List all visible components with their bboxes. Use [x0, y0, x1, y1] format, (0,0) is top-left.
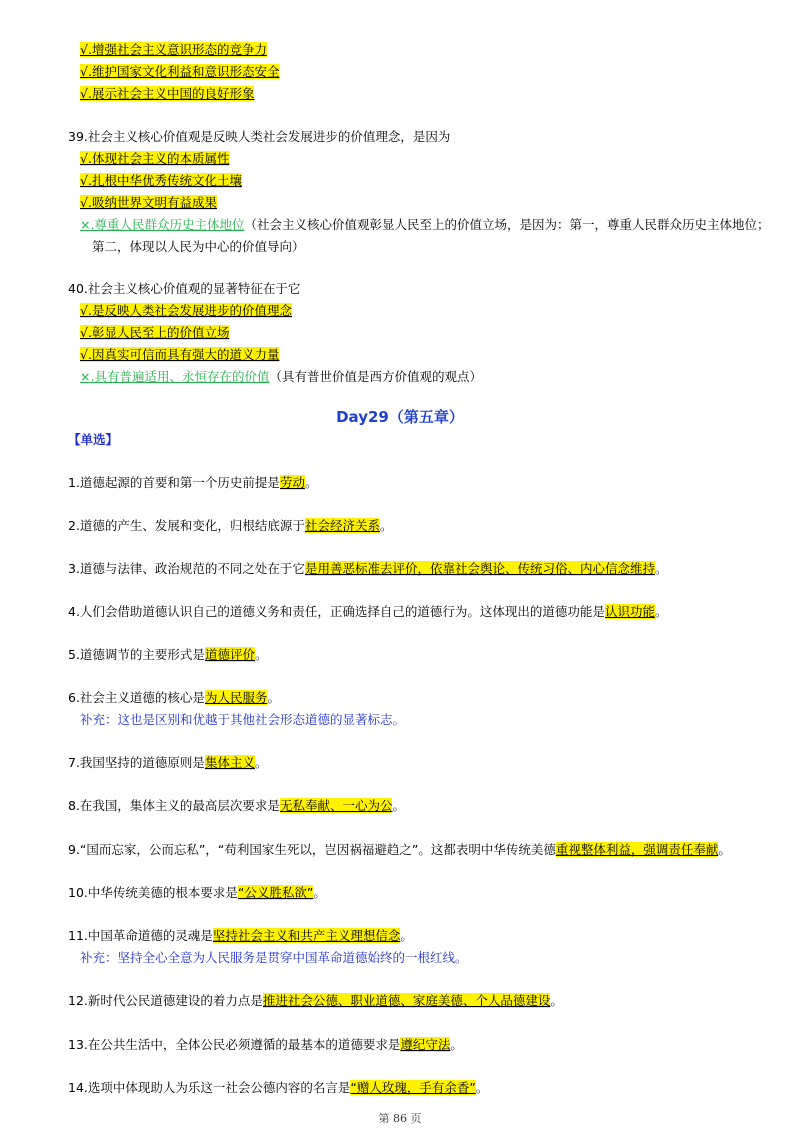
item-9: 9.“国而忘家，公而忘私”，“苟利国家生死以，岂因祸福避趋之”。这都表明中华传统美德重视整体利益，强调责任奉献。 [68, 842, 731, 857]
item-4: 4.人们会借助道德认识自己的道德义务和责任，正确选择自己的道德行为。这体现出的道德功能是认识功能。 [68, 604, 668, 619]
item-3: 3.道德与法律、政治规范的不同之处在于它是用善恶标准去评价，依靠社会舆论、传统习俗、内心信念维持。 [68, 561, 668, 576]
item-5: 5.道德调节的主要形式是道德评价。 [68, 647, 268, 662]
item-10: 10.中华传统美德的根本要求是“公义胜私欲”。 [68, 885, 326, 900]
item-11: 11.中国革命道德的灵魂是坚持社会主义和共产主义理想信念。 [68, 928, 413, 943]
item-14: 14.选项中体现助人为乐这一社会公德内容的名言是“赠人玫瑰，手有余香”。 [68, 1080, 489, 1095]
item-13: 13.在公共生活中，全体公民必须遵循的最基本的道德要求是遵纪守法。 [68, 1037, 463, 1052]
day-title: Day29（第五章） [336, 408, 464, 426]
item-8: 8.在我国，集体主义的最高层次要求是无私奉献、一心为公。 [68, 798, 405, 813]
item-12: 12.新时代公民道德建设的着力点是推进社会公德、职业道德、家庭美德、个人品德建设。 [68, 993, 563, 1008]
q39-wrong-option: ×.尊重人民群众历史主体地位（社会主义核心价值观彰显人民至上的价值立场，是因为：第一，尊重人民群众历史主体地位； [80, 217, 770, 232]
q38-option-3: √.展示社会主义中国的良好形象 [80, 86, 255, 101]
supplement-6: 补充：这也是区别和优越于其他社会形态道德的显著标志。 [80, 712, 406, 727]
section-tag: 【单选】 [68, 432, 119, 447]
q40-option-1: √.是反映人类社会发展进步的价值理念 [80, 303, 292, 318]
item-7: 7.我国坚持的道德原则是集体主义。 [68, 755, 268, 770]
q39-wrong-note-2: 第二，体现以人民为中心的价值导向） [92, 239, 305, 254]
supplement-11: 补充：坚持全心全意为人民服务是贯穿中国革命道德始终的一根红线。 [80, 950, 468, 965]
q39-question: 39.社会主义核心价值观是反映人类社会发展进步的价值理念，是因为 [68, 129, 451, 144]
page-number: 第 86 页 [378, 1112, 422, 1125]
item-2: 2.道德的产生、发展和变化，归根结底源于社会经济关系。 [68, 518, 393, 533]
q40-option-3: √.因真实可信而具有强大的道义力量 [80, 347, 280, 362]
q39-wrong-note: （社会主义核心价值观彰显人民至上的价值立场，是因为：第一，尊重人民群众历史主体地位； [244, 217, 770, 232]
q40-option-2: √.彰显人民至上的价值立场 [80, 325, 230, 340]
q40-question: 40.社会主义核心价值观的显著特征在于它 [68, 281, 301, 296]
q39-option-2: √.扎根中华优秀传统文化土壤 [80, 173, 242, 188]
q38-option-2: √.维护国家文化利益和意识形态安全 [80, 64, 280, 79]
q40-wrong-option: ×.具有普遍适用、永恒存在的价值（具有普世价值是西方价值观的观点） [80, 369, 482, 384]
q39-option-1: √.体现社会主义的本质属性 [80, 151, 230, 166]
item-6: 6.社会主义道德的核心是为人民服务。 [68, 690, 280, 705]
item-1: 1.道德起源的首要和第一个历史前提是劳动。 [68, 475, 318, 490]
q39-option-3: √.吸纳世界文明有益成果 [80, 195, 217, 210]
q40-wrong-note: （具有普世价值是西方价值观的观点） [269, 369, 482, 384]
q38-option-1: √.增强社会主义意识形态的竞争力 [80, 42, 267, 57]
